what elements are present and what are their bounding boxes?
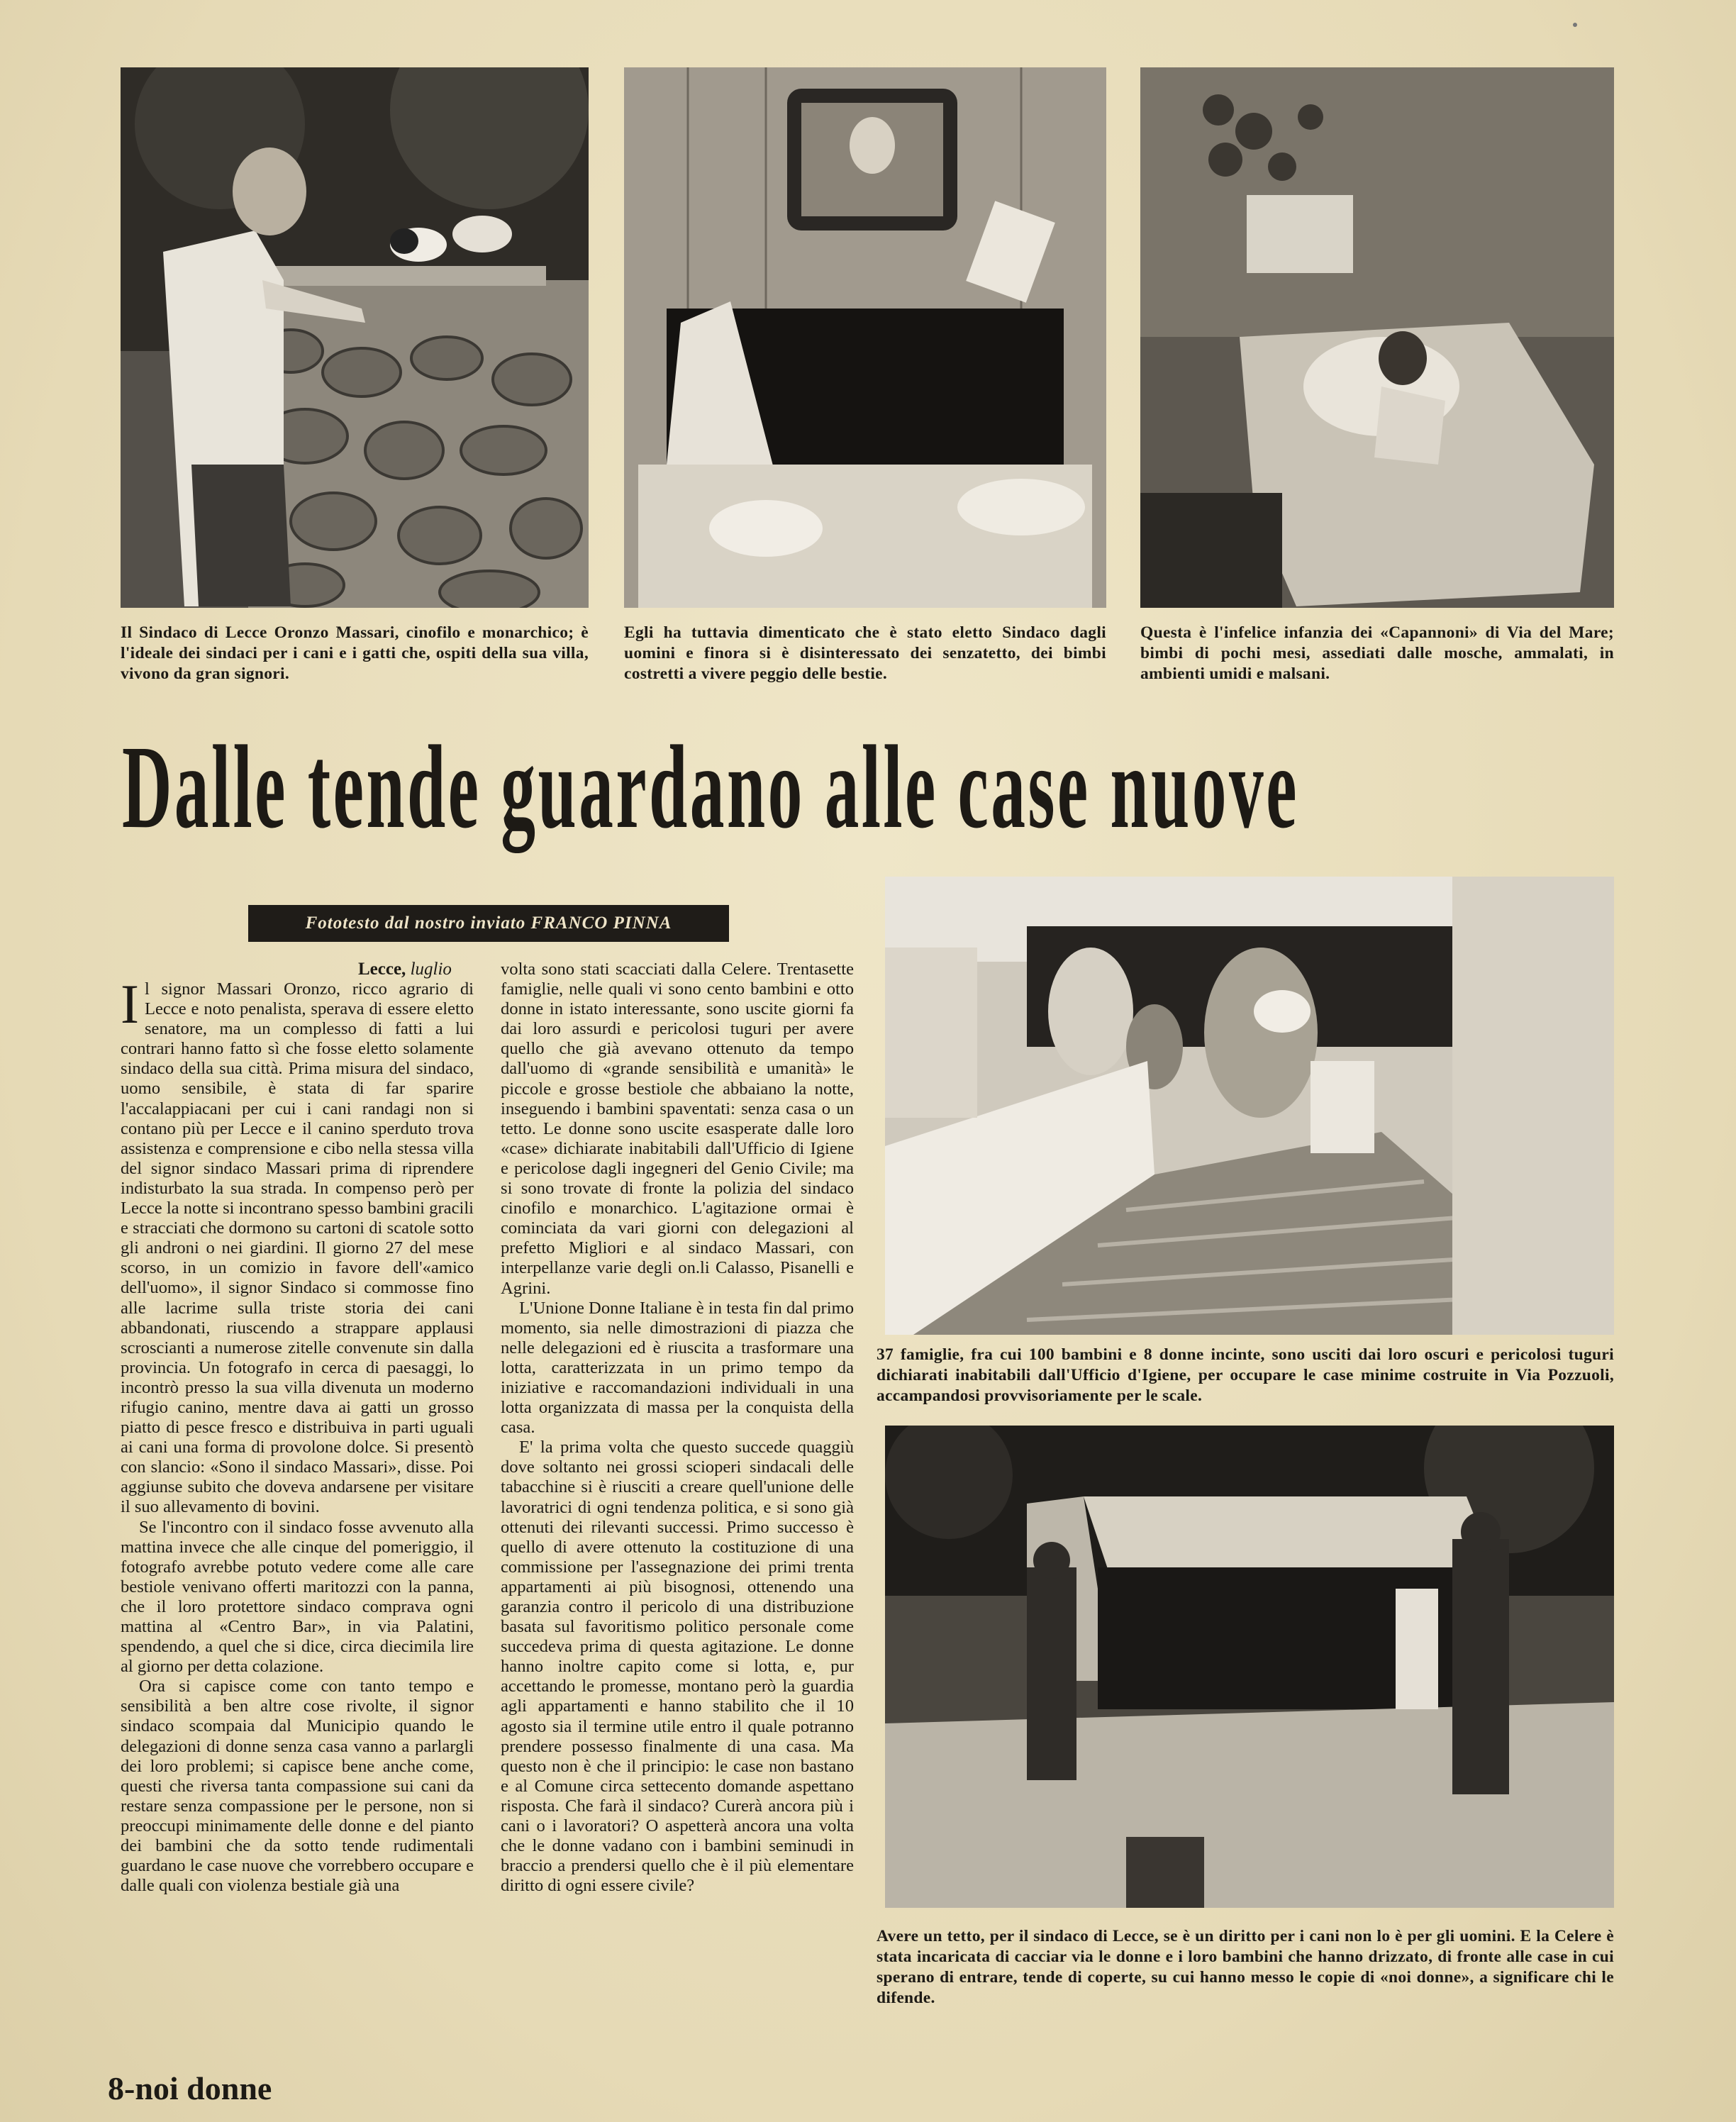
col1-paragraph-1: l signor Massari Oronzo, ricco agrario di Lecce e noto penalista, sperava di essere eletto senatore, ma un complesso di fatti a lui contrari hanno fatto sì che fosse eletto solamente sindaco della sua città. Prima misura del sindaco, uomo sensibile, è stata di far sparire l'accalappiacani per cui i cani randagi non si contano più per Lecce e il canino sperduto trova assistenza e comprensione e cibo nella stessa villa del signor sindaco Massari prima di riprendere indisturbato la sua strada. In compenso però per Lecce la notte si incontrano spesso bambini gracili e stracciati che dormono su cartoni di scatole sotto gli androni o nei giardini. Il giorno 27 del mese scorso, in un comizio in favore dell'«amico dell'uomo», il signor Sindaco si commosse fino alle lacrime sulla triste storia dei cani abbandonati, riuscendo a strappare applausi scroscianti a numerose zitelle convenute sin dalla provincia. Un fotografo in cerca di paesaggi, lo incontrò presso la sua villa divenuta un moderno rifugio canino, mentre dava ai gatti un grosso piatto di pesce fresco e distribuiva in parti uguali ai cani una forma di provolone dolce. Si presentò con slancio: «Sono il sindaco Massari», disse. Poi aggiunse subito che doveva andarsene per visitare il suo allevamento di bovini.	[121, 979, 474, 1517]
caption-top-right: Questa è l'infelice infanzia dei «Capannoni» di Via del Mare; bimbi di pochi mesi, assediati dalle mosche, ammalati, in ambienti umidi e malsani.	[1140, 623, 1614, 683]
col1-paragraph-3: Ora si capisce come con tanto tempo e sensibilità a ben altre cose rivolte, il signor sindaco scompaia dal Municipio quando le delegazioni di donne senza casa vanno a parlargli dei loro problemi; si capisce bene anche come, questi che riversa tanta compassione sui cani da restare senza compassione per le persone, non si preoccupi minimamente delle donne e del pianto dei bambini che da sotto tende rudimentali guardano le case nuove che vorrebbero occupare e dalle quali con violenza bestiale già una	[121, 1677, 474, 1896]
photo-child-in-damp-room	[1140, 67, 1614, 608]
caption-mid-right: 37 famiglie, fra cui 100 bambini e 8 donne incinte, sono usciti dai loro oscuri e pericolosi tuguri dichiarati inabitabili dall'Ufficio d'Igiene, per occupare le case minime costruite in Via Pozzuoli, accampandosi provvisoriamente per le scale.	[877, 1345, 1614, 1405]
caption-top-left: Il Sindaco di Lecce Oronzo Massari, cinofilo e monarchico; è l'ideale dei sindaci per i cani e i gatti che, ospiti della sua villa, vivono da gran signori.	[121, 623, 589, 683]
article-column-1	[121, 979, 474, 1958]
col2-paragraph-3: E' la prima volta che questo succede quaggiù dove soltanto nei grossi scioperi sindacali delle tabacchine si è riusciti a creare quell'unione delle lavoratrici di ogni tendenza politica, e si sono già ottenuti dei rilevanti successi. Primo successo è quello di avere ottenuto la costituzione di una commissione per l'assegnazione dei primi trenta appartamenti ai più bisognosi, ottenendo una garanzia contro il pericolo di una distribuzione basata sul favoritismo politico personale come succedeva prima di questa agitazione. Le donne hanno inoltre capito come si lotta, e, pur accettando le promesse, montano però la guardia agli appartamenti e hanno stabilito che il 10 agosto sia il termine utile entro il quale potranno prendere possesso finalmente di una casa. Ma questo non è che il principio: le case non bastano e al Comune circa settecento domande aspettano risposta. Che farà il sindaco? Curerà ancora più i cani o i lavoratori? O aspetterà ancora una volta che le donne vadano con i bambini seminudi in braccio a prendersi quello che è il più elementare diritto di ogni essere civile?	[501, 1438, 854, 1896]
dateline-month: luglio	[410, 960, 452, 979]
page-speck	[1573, 23, 1577, 27]
headline	[122, 716, 1614, 858]
col1-paragraph-2: Se l'incontro con il sindaco fosse avvenuto alla mattina invece che alle cinque del pomeriggio, il fotografo avrebbe potuto vedere come alle care bestiole venivano offerti maritozzi con la panna, che il loro protettore sindaco comprava ogni mattina al «Centro Bar», in via Palatini, spendendo, a quel che si dice, circa diecimila lire al giorno per detta colazione.	[121, 1517, 474, 1677]
photo-families-on-stairs	[885, 877, 1614, 1335]
page-footer: 8-noi donne	[108, 2070, 272, 2106]
photo-mayor-with-cats	[121, 67, 589, 608]
caption-top-middle: Egli ha tuttavia dimenticato che è stato eletto Sindaco dagli uomini e finora si è disinteressato dei senzatetto, dei bimbi costretti a vivere peggio delle bestie.	[624, 623, 1106, 683]
headline-text: Dalle tende guardano alle case nuove	[122, 721, 1299, 853]
dateline	[358, 960, 452, 979]
article-column-2	[501, 960, 854, 1958]
col2-paragraph-2: L'Unione Donne Italiane è in testa fin dal primo momento, sia nelle dimostrazioni di piazza che nelle delegazioni ed è riuscita a trasformare una lotta, caratterizzata in un primo tempo da iniziative e raccomandazioni individuali in una lotta organizzata di massa per la conquista della casa.	[501, 1298, 854, 1438]
photo-room-with-bed	[624, 67, 1106, 608]
dateline-place: Lecce,	[358, 960, 406, 979]
col2-paragraph-1: volta sono stati scacciati dalla Celere. Trentasette famiglie, nelle quali vi sono cento bambini e otto donne in istato interessante, sono uscite giorni fa dai loro assurdi e pericolosi tuguri per avere quello che già avevano ottenuto da tempo dall'uomo di «grande sensibilità e umanità» le piccole e grosse bestiole che abbaiano la notte, inseguendo i bambini spaventati: senza casa o un tetto. Le donne sono uscite esasperate dalle loro «case» dichiarate inabitabili dall'Ufficio di Igiene e pericolose dagli ingegneri del Genio Civile; ma si sono trovate di fronte la polizia del sindaco cinofilo e monarchico. L'agitazione ormai è cominciata da vari giorni con delegazioni al prefetto Migliori e al sindaco Massari, con interpellanze varie degli on.li Calasso, Pisanelli e Agrini.	[501, 960, 854, 1298]
caption-bottom-right: Avere un tetto, per il sindaco di Lecce, se è un diritto per i cani non lo è per gli uomini. E la Celere è stata incaricata di cacciar via le donne e i loro bambini che hanno drizzato, di fronte alle case in cui sperano di entrare, tende di coperte, su cui hanno messo le copie di «noi donne», a significare chi le difende.	[877, 1927, 1614, 2007]
dropcap: I	[121, 979, 139, 1035]
photo-tents-and-police	[885, 1426, 1614, 1908]
byline: Fototesto dal nostro inviato FRANCO PINNA	[248, 905, 729, 942]
